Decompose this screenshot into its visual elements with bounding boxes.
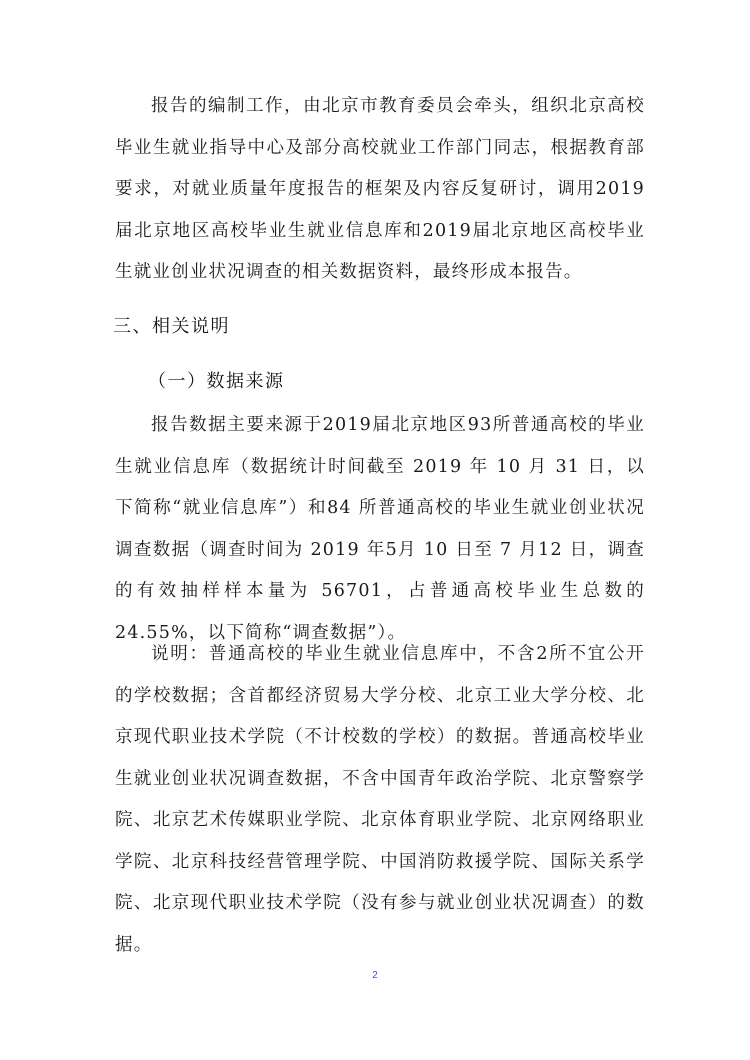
- section-heading: 三、相关说明: [113, 316, 230, 337]
- page-number: 2: [372, 970, 378, 981]
- data-source-paragraph: 报告数据主要来源于2019届北京地区93所普通高校的毕业生就业信息库（数据统计时间截至 2019 年 10 月 31 日，以下简称“就业信息库”）和84 所普通高校的毕业生就业创业状况调查数据（调查时间为 2019 年5月 10 日至 7 月12 日，调查的有效抽样样本量为 56701，占普通高校毕业生总数的24.55%，以下简称“调查数据”）。: [115, 415, 645, 643]
- subsection-heading: （一）数据来源: [148, 371, 285, 392]
- intro-paragraph: 报告的编制工作，由北京市教育委员会牵头，组织北京高校毕业生就业指导中心及部分高校就业工作部门同志，根据教育部要求，对就业质量年度报告的框架及内容反复研讨，调用2019届北京地区高校毕业生就业信息库和2019届北京地区高校毕业生就业创业状况调查的相关数据资料，最终形成本报告。: [115, 96, 645, 282]
- note-paragraph: 说明：普通高校的毕业生就业信息库中，不含2所不宜公开的学校数据；含首都经济贸易大学分校、北京工业大学分校、北京现代职业技术学院（不计校数的学校）的数据。普通高校毕业生就业创业状况调查数据，不含中国青年政治学院、北京警察学院、北京艺术传媒职业学院、北京体育职业学院、北京网络职业学院、北京科技经营管理学院、中国消防救援学院、国际关系学院、北京现代职业技术学院（没有参与就业创业状况调查）的数据。: [115, 644, 645, 955]
